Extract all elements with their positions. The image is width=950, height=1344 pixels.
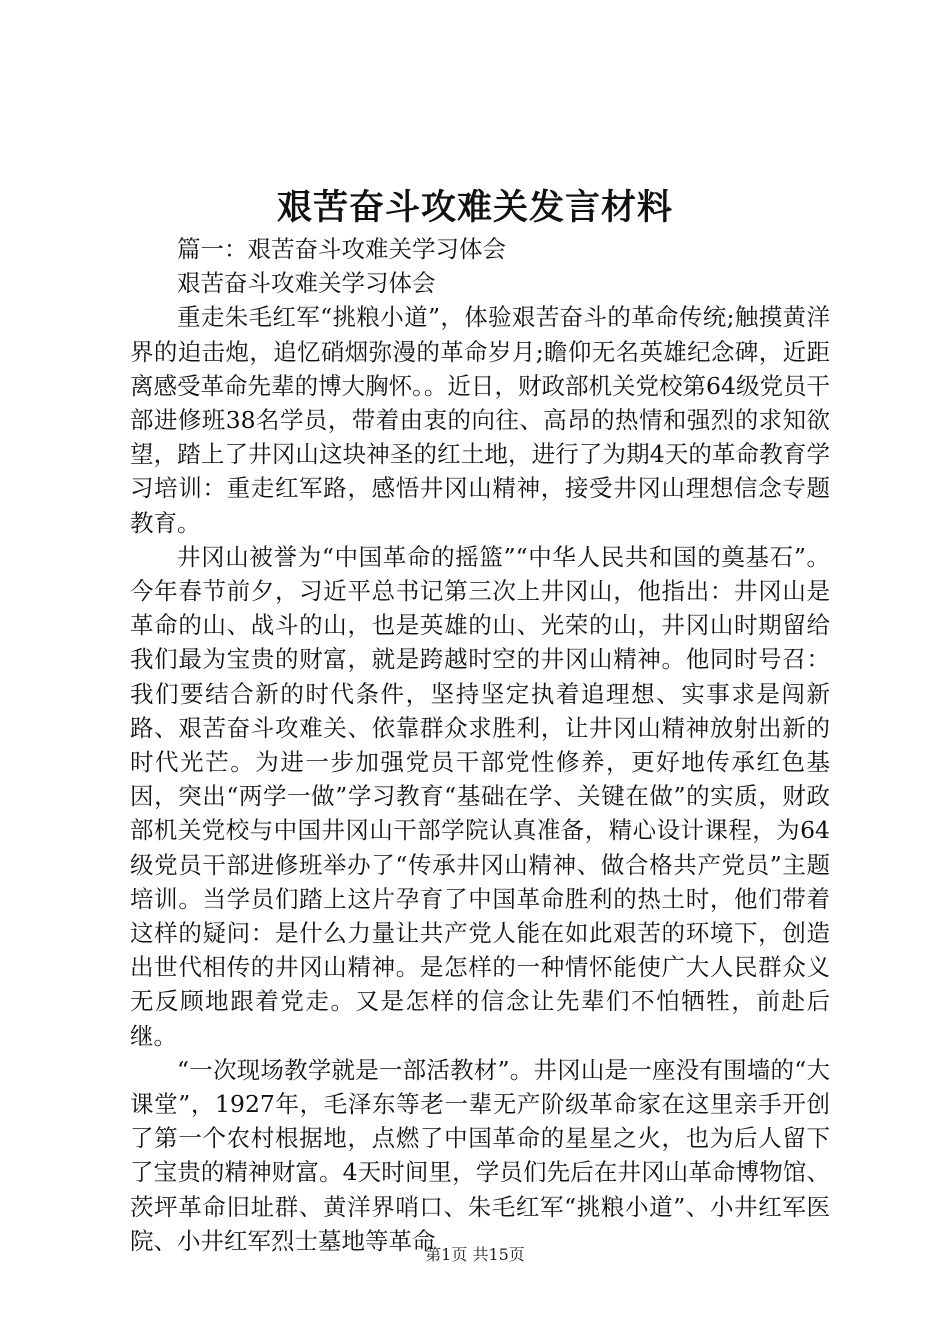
paragraph-body-2: 井冈山被誉为“中国革命的摇篮”“中华人民共和国的奠基石”。今年春节前夕，习近平总书记第三次上井冈山，他指出：井冈山是革命的山、战斗的山，也是英雄的山、光荣的山，井冈山时期留给我们最为宝贵的财富，就是跨越时空的井冈山精神。他同时号召：我们要结合新的时代条件，坚持坚定执着追理想、实事求是闯新路、艰苦奋斗攻难关、依靠群众求胜利，让井冈山精神放射出新的时代光芒。为进一步加强党员干部党性修养，更好地传承红色基因，突出“两学一做”学习教育“基础在学、关键在做”的实质，财政部机关党校与中国井冈山干部学院认真准备，精心设计课程，为64级党员干部进修班举办了“传承井冈山精神、做合格共产党员”主题培训。当学员们踏上这片孕育了中国革命胜利的热土时，他们带着这样的疑问：是什么力量让共产党人能在如此艰苦的环境下，创造出世代相传的井冈山精神。是怎样的一种情怀能使广大人民群众义无反顾地跟着党走。又是怎样的信念让先辈们不怕牺牲，前赴后继。 bbox=[130, 542, 830, 1050]
paragraph-subheading: 艰苦奋斗攻难关学习体会 bbox=[177, 269, 436, 298]
paragraph-body-1: 重走朱毛红军“挑粮小道”，体验艰苦奋斗的革命传统;触摸黄洋界的迫击炮，追忆硝烟弥漫的革命岁月;瞻仰无名英雄纪念碑，近距离感受革命先辈的博大胸怀。。近日，财政部机关党校第64级党员干部进修班38名学员，带着由衷的向往、高昂的热情和强烈的求知欲望，踏上了井冈山这块神圣的红土地，进行了为期4天的革命教育学习培训：重走红军路，感悟井冈山精神，接受井冈山理想信念专题教育。 bbox=[130, 303, 830, 537]
document-body bbox=[130, 232, 830, 1258]
paragraph-section-heading: 篇一：艰苦奋斗攻难关学习体会 bbox=[177, 235, 506, 263]
paragraph-body-3: “一次现场教学就是一部活教材”。井冈山是一座没有围墙的“大课堂”，1927年，毛泽东等老一辈无产阶级革命家在这里亲手开创了第一个农村根据地，点燃了中国革命的星星之火，也为后人留下了宝贵的精神财富。4天时间里，学员们先后在井冈山革命博物馆、茨坪革命旧址群、黄洋界哨口、朱毛红军“挑粮小道”、小井红军医院、小井红军烈士墓地等革命 bbox=[130, 1055, 830, 1255]
page-footer bbox=[0, 1242, 950, 1265]
page-number: 第1页 共15页 bbox=[425, 1245, 525, 1264]
document-title: 艰苦奋斗攻难关发言材料 bbox=[276, 187, 673, 228]
